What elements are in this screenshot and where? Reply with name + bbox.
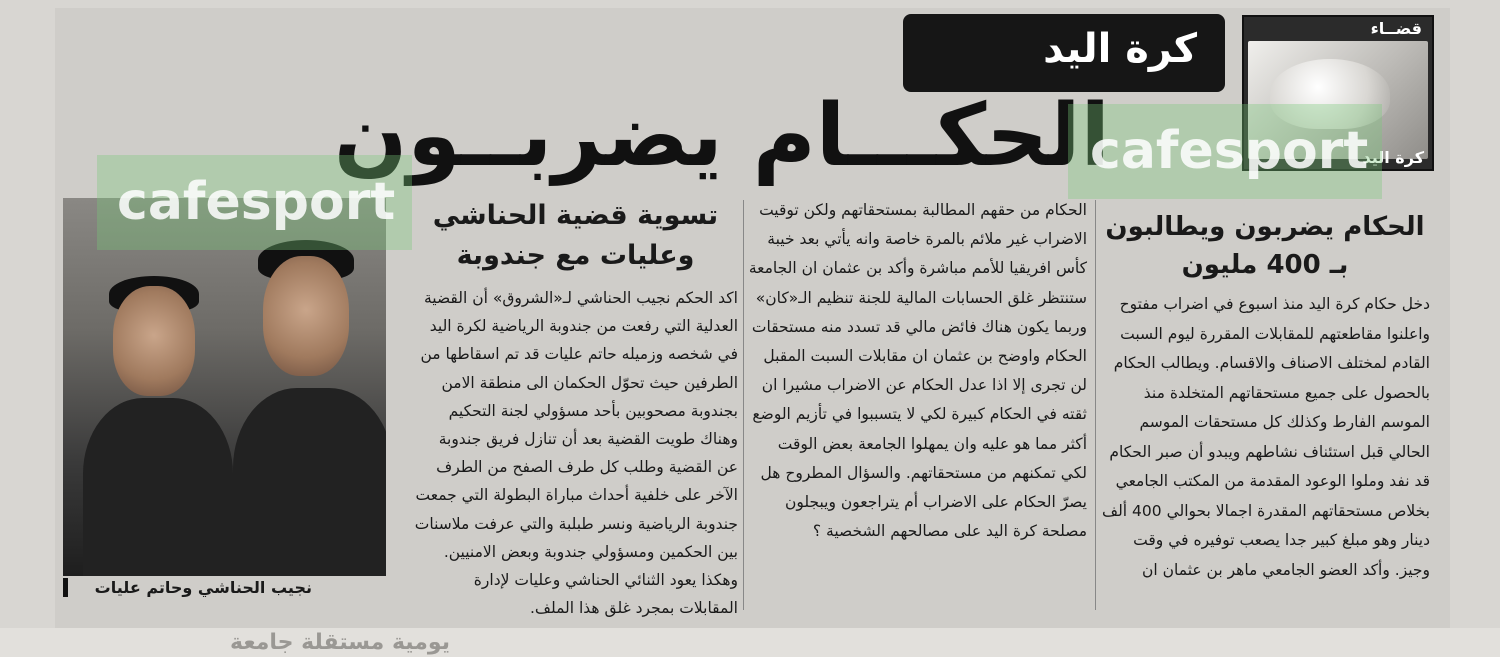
left-article-body: اكد الحكم نجيب الحناشي لـ«الشروق» أن القضية العدلية التي رفعت من جندوبة الرياضية لكرة اليد في شخصه وزميله حاتم عليات قد تم اسقاطها من الطرفين حيث تحوّل الحكمان الى منطقة الامن بجندوبة مصحوبين بأحد مسؤولي لجنة التحكيم وهناك طويت القضية بعد أن تنازل فريق جندوبة عن القضية وطلب كل طرف الصفح من الطرف الآخر على خلفية أحداث مباراة البطولة التي جمعت جندوبة الرياضية ونسر طبلبة والتي عرفت ملاسنات بين الحكمين ومسؤولي جندوبة وبعض الامنيين. وهكذا يعود الثنائي الحناشي وعليات لإدارة المقابلات بمجرد غلق هذا الملف. [414,289,738,618]
section-label-top: قضــاء [1370,19,1422,38]
watermark-photo: cafesport [97,155,412,250]
category-banner [903,14,1225,92]
left-article-headline: تسوية قضية الحناشي وعليات مع جندوبة [432,200,719,271]
footer-tag: يومية مستقلة جامعة [230,630,450,655]
main-headline: الحكـــام يضربــون [333,86,1110,186]
face-left [113,286,195,396]
person-right [233,388,386,576]
watermark-top-right: cafesport [1068,104,1382,199]
footer-strip [0,628,1500,657]
right-article-headline: الحكام يضربون ويطالبون بـ 400 مليون [1105,212,1425,280]
column-divider [743,200,744,610]
section-label-bottom: كرة اليد [1362,148,1424,167]
right-article-body: دخل حكام كرة اليد منذ اسبوع في اضراب مفتوح واعلنوا مقاطعتهم للمقابلات المقررة ليوم السبت القادم لمختلف الاصناف والاقسام. ويطالب الحكام بالحصول على جميع مستحقاتهم المتخلدة منذ الموسم الفارط وكذلك كل مستحقات الموسم الحالي قبل استئناف نشاطهم ويبدو أن صبر الحكام قد نفد وملوا الوعود المقدمة من المكتب الجامعي بخلاص مستحقاتهم المقدرة اجمالا بحوالي 400 ألف دينار وهو مبلغ كبير جدا يصعب توفيره في وقت وجيز. وأكد العضو الجامعي ماهر بن عثمان ان [1102,295,1430,579]
left-article [413,196,738,647]
right-article [1100,208,1430,585]
face-right [263,256,349,376]
column-divider [1095,200,1096,610]
person-left [83,398,233,576]
referees-photo [63,198,386,576]
category-banner-text: كرة اليد [1043,26,1197,72]
photo-caption: نجيب الحناشي وحاتم عليات [63,578,312,597]
middle-article-body: الحكام من حقهم المطالبة بمستحقاتهم ولكن توقيت الاضراب غير ملائم بالمرة خاصة وانه يأتي بعد خيبة كأس افريقيا للأمم مباشرة وأكد بن عثمان ان الجامعة ستنتظر غلق الحسابات المالية للجنة تنظيم الـ«كان» وربما يكون هناك فائض مالي قد تسدد منه مستحقات الحكام واوضح بن عثمان ان مقابلات السبت المقبل لن تجرى إلا اذا عدل الحكام عن الاضراب مشيرا ان ثقته في الحكام كبيرة لكي لا يتسببوا في تأزيم الوضع أكثر مما هو عليه وان يمهلوا الجامعة بعض الوقت لكي تمكنهم من مستحقاتهم. والسؤال المطروح هل يصرّ الحكام على الاضراب أم يتراجعون ويبجلون مصلحة كرة اليد على مصالحهم الشخصية ؟ [748,201,1087,541]
